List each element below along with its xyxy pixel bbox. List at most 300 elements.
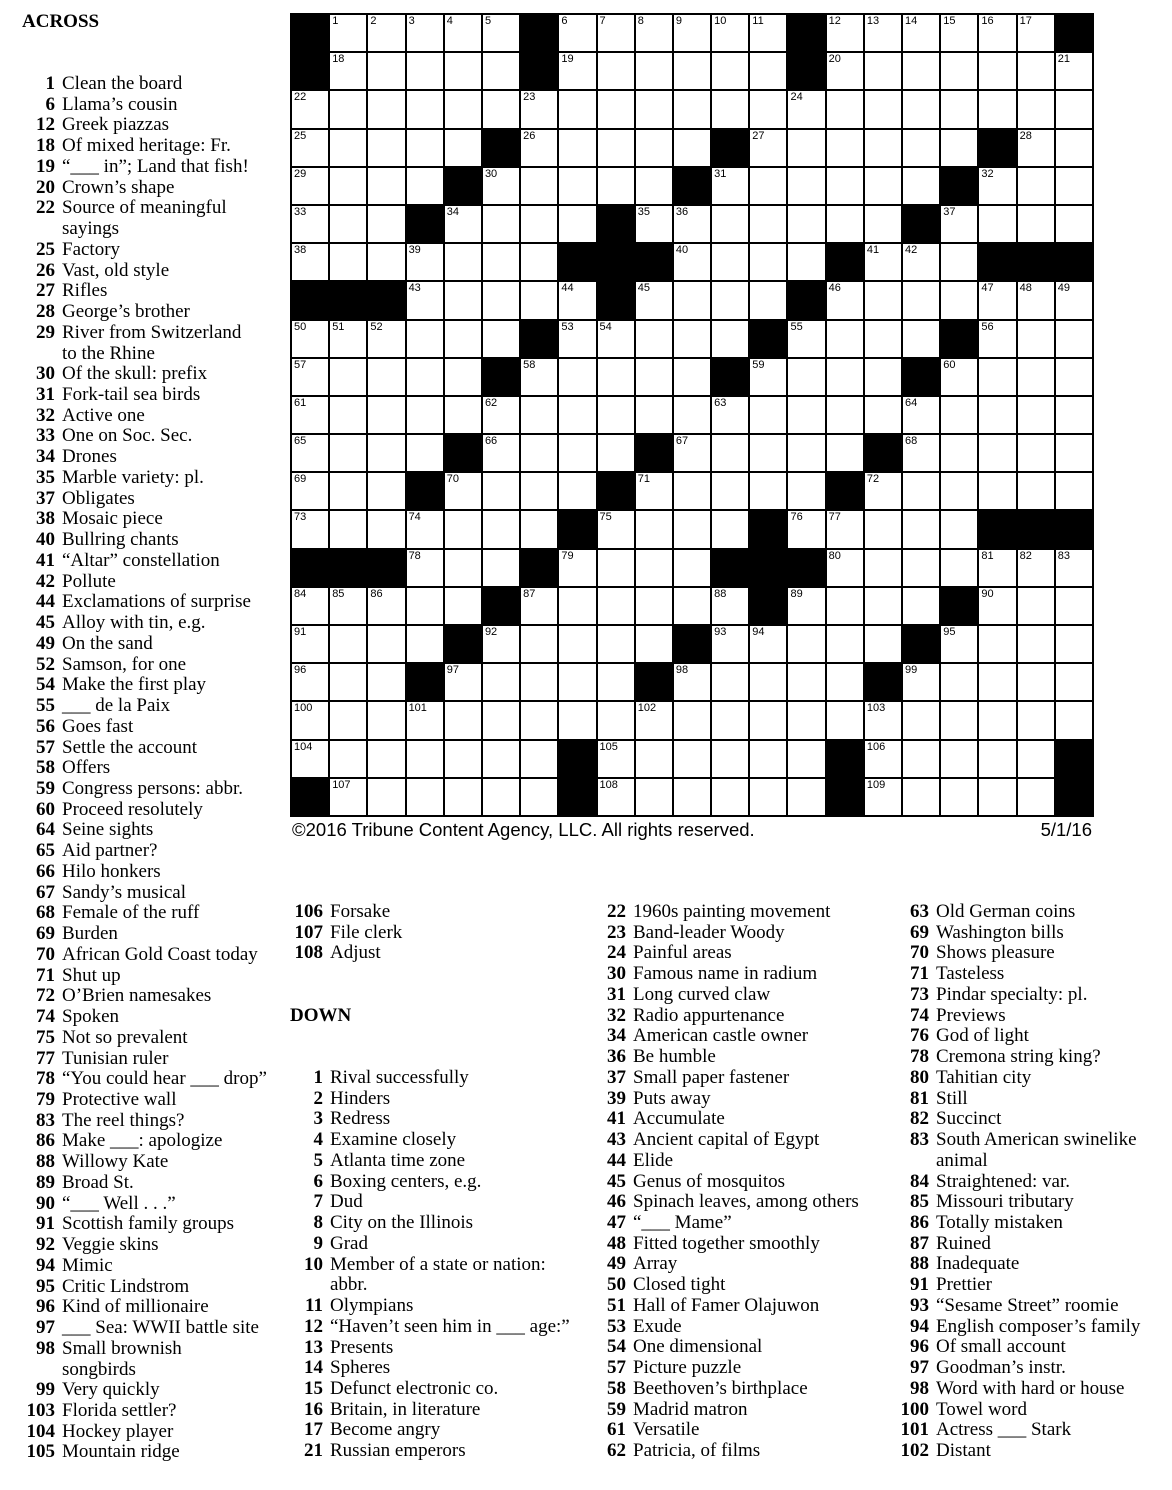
- grid-cell[interactable]: [368, 511, 404, 547]
- grid-cell[interactable]: [674, 511, 710, 547]
- grid-cell[interactable]: [827, 664, 863, 700]
- grid-cell[interactable]: [1056, 53, 1092, 89]
- grid-cell[interactable]: [1018, 53, 1054, 89]
- grid-cell[interactable]: [636, 91, 672, 127]
- grid-cell[interactable]: [598, 702, 634, 738]
- grid-cell[interactable]: [788, 130, 824, 166]
- grid-cell[interactable]: [712, 664, 748, 700]
- grid-cell[interactable]: [292, 741, 328, 777]
- grid-cell[interactable]: [521, 588, 557, 624]
- grid-cell[interactable]: [788, 511, 824, 547]
- grid-cell[interactable]: [368, 741, 404, 777]
- grid-cell[interactable]: [368, 91, 404, 127]
- grid-cell[interactable]: [903, 664, 939, 700]
- grid-cell[interactable]: [445, 359, 481, 395]
- grid-cell[interactable]: [292, 130, 328, 166]
- grid-cell[interactable]: [330, 664, 366, 700]
- grid-cell[interactable]: [368, 473, 404, 509]
- grid-cell[interactable]: [903, 244, 939, 280]
- grid-cell[interactable]: [750, 130, 786, 166]
- grid-cell[interactable]: [979, 664, 1015, 700]
- grid-cell[interactable]: [788, 702, 824, 738]
- grid-cell[interactable]: [1018, 741, 1054, 777]
- grid-cell[interactable]: [407, 244, 443, 280]
- grid-cell[interactable]: [559, 168, 595, 204]
- grid-cell[interactable]: [1056, 91, 1092, 127]
- grid-cell[interactable]: [636, 741, 672, 777]
- grid-cell[interactable]: [598, 91, 634, 127]
- grid-cell[interactable]: [979, 321, 1015, 357]
- grid-cell[interactable]: [1056, 206, 1092, 242]
- grid-cell[interactable]: [674, 91, 710, 127]
- grid-cell[interactable]: [903, 779, 939, 815]
- grid-cell[interactable]: [483, 15, 519, 51]
- grid-cell[interactable]: [788, 779, 824, 815]
- grid-cell[interactable]: [979, 779, 1015, 815]
- grid-cell[interactable]: [827, 130, 863, 166]
- grid-cell[interactable]: [788, 741, 824, 777]
- grid-cell[interactable]: [1018, 15, 1054, 51]
- grid-cell[interactable]: [712, 741, 748, 777]
- grid-cell[interactable]: [598, 359, 634, 395]
- grid-cell[interactable]: [636, 779, 672, 815]
- grid-cell[interactable]: [368, 702, 404, 738]
- grid-cell[interactable]: [407, 130, 443, 166]
- grid-cell[interactable]: [598, 588, 634, 624]
- grid-cell[interactable]: [788, 359, 824, 395]
- grid-cell[interactable]: [330, 626, 366, 662]
- grid-cell[interactable]: [330, 130, 366, 166]
- grid-cell[interactable]: [1018, 664, 1054, 700]
- grid-cell[interactable]: [330, 206, 366, 242]
- grid-cell[interactable]: [330, 511, 366, 547]
- grid-cell[interactable]: [636, 130, 672, 166]
- grid-cell[interactable]: [827, 53, 863, 89]
- grid-cell[interactable]: [445, 53, 481, 89]
- grid-cell[interactable]: [1056, 321, 1092, 357]
- grid-cell[interactable]: [292, 511, 328, 547]
- grid-cell[interactable]: [941, 53, 977, 89]
- grid-cell[interactable]: [521, 435, 557, 471]
- grid-cell[interactable]: [445, 550, 481, 586]
- grid-cell[interactable]: [750, 244, 786, 280]
- grid-cell[interactable]: [521, 397, 557, 433]
- grid-cell[interactable]: [788, 321, 824, 357]
- grid-cell[interactable]: [788, 244, 824, 280]
- grid-cell[interactable]: [483, 550, 519, 586]
- grid-cell[interactable]: [636, 15, 672, 51]
- grid-cell[interactable]: [674, 664, 710, 700]
- grid-cell[interactable]: [979, 626, 1015, 662]
- grid-cell[interactable]: [941, 244, 977, 280]
- grid-cell[interactable]: [750, 359, 786, 395]
- grid-cell[interactable]: [1056, 168, 1092, 204]
- grid-cell[interactable]: [903, 321, 939, 357]
- grid-cell[interactable]: [712, 282, 748, 318]
- grid-cell[interactable]: [559, 626, 595, 662]
- grid-cell[interactable]: [941, 741, 977, 777]
- grid-cell[interactable]: [521, 282, 557, 318]
- grid-cell[interactable]: [903, 588, 939, 624]
- grid-cell[interactable]: [750, 282, 786, 318]
- grid-cell[interactable]: [559, 588, 595, 624]
- grid-cell[interactable]: [636, 473, 672, 509]
- grid-cell[interactable]: [330, 244, 366, 280]
- grid-cell[interactable]: [330, 435, 366, 471]
- grid-cell[interactable]: [368, 664, 404, 700]
- grid-cell[interactable]: [903, 473, 939, 509]
- grid-cell[interactable]: [750, 15, 786, 51]
- grid-cell[interactable]: [483, 664, 519, 700]
- grid-cell[interactable]: [903, 168, 939, 204]
- grid-cell[interactable]: [827, 359, 863, 395]
- grid-cell[interactable]: [330, 741, 366, 777]
- grid-cell[interactable]: [407, 15, 443, 51]
- grid-cell[interactable]: [483, 397, 519, 433]
- grid-cell[interactable]: [979, 473, 1015, 509]
- grid-cell[interactable]: [827, 15, 863, 51]
- grid-cell[interactable]: [445, 130, 481, 166]
- grid-cell[interactable]: [674, 282, 710, 318]
- grid-cell[interactable]: [750, 53, 786, 89]
- grid-cell[interactable]: [865, 321, 901, 357]
- grid-cell[interactable]: [330, 702, 366, 738]
- grid-cell[interactable]: [521, 779, 557, 815]
- grid-cell[interactable]: [827, 588, 863, 624]
- grid-cell[interactable]: [483, 741, 519, 777]
- grid-cell[interactable]: [788, 397, 824, 433]
- grid-cell[interactable]: [292, 168, 328, 204]
- grid-cell[interactable]: [521, 741, 557, 777]
- grid-cell[interactable]: [368, 244, 404, 280]
- grid-cell[interactable]: [559, 206, 595, 242]
- grid-cell[interactable]: [865, 511, 901, 547]
- grid-cell[interactable]: [368, 588, 404, 624]
- grid-cell[interactable]: [407, 741, 443, 777]
- grid-cell[interactable]: [941, 435, 977, 471]
- grid-cell[interactable]: [521, 473, 557, 509]
- grid-cell[interactable]: [674, 244, 710, 280]
- grid-cell[interactable]: [292, 359, 328, 395]
- grid-cell[interactable]: [712, 91, 748, 127]
- grid-cell[interactable]: [636, 168, 672, 204]
- grid-cell[interactable]: [636, 397, 672, 433]
- grid-cell[interactable]: [521, 359, 557, 395]
- grid-cell[interactable]: [445, 588, 481, 624]
- grid-cell[interactable]: [941, 130, 977, 166]
- grid-cell[interactable]: [292, 321, 328, 357]
- grid-cell[interactable]: [445, 702, 481, 738]
- grid-cell[interactable]: [1056, 130, 1092, 166]
- grid-cell[interactable]: [712, 15, 748, 51]
- grid-cell[interactable]: [292, 626, 328, 662]
- grid-cell[interactable]: [674, 53, 710, 89]
- grid-cell[interactable]: [559, 435, 595, 471]
- grid-cell[interactable]: [865, 130, 901, 166]
- grid-cell[interactable]: [368, 321, 404, 357]
- grid-cell[interactable]: [483, 244, 519, 280]
- grid-cell[interactable]: [636, 53, 672, 89]
- grid-cell[interactable]: [636, 626, 672, 662]
- grid-cell[interactable]: [788, 664, 824, 700]
- grid-cell[interactable]: [368, 626, 404, 662]
- grid-cell[interactable]: [445, 321, 481, 357]
- grid-cell[interactable]: [483, 206, 519, 242]
- grid-cell[interactable]: [674, 397, 710, 433]
- grid-cell[interactable]: [559, 15, 595, 51]
- grid-cell[interactable]: [865, 779, 901, 815]
- grid-cell[interactable]: [865, 397, 901, 433]
- grid-cell[interactable]: [979, 741, 1015, 777]
- grid-cell[interactable]: [750, 206, 786, 242]
- grid-cell[interactable]: [979, 588, 1015, 624]
- grid-cell[interactable]: [788, 626, 824, 662]
- grid-cell[interactable]: [559, 282, 595, 318]
- grid-cell[interactable]: [445, 664, 481, 700]
- grid-cell[interactable]: [903, 130, 939, 166]
- grid-cell[interactable]: [712, 511, 748, 547]
- grid-cell[interactable]: [483, 53, 519, 89]
- grid-cell[interactable]: [521, 511, 557, 547]
- grid-cell[interactable]: [407, 588, 443, 624]
- grid-cell[interactable]: [979, 397, 1015, 433]
- grid-cell[interactable]: [1018, 588, 1054, 624]
- grid-cell[interactable]: [559, 91, 595, 127]
- grid-cell[interactable]: [979, 702, 1015, 738]
- grid-cell[interactable]: [407, 435, 443, 471]
- grid-cell[interactable]: [598, 53, 634, 89]
- grid-cell[interactable]: [330, 168, 366, 204]
- grid-cell[interactable]: [827, 206, 863, 242]
- grid-cell[interactable]: [368, 435, 404, 471]
- grid-cell[interactable]: [941, 397, 977, 433]
- grid-cell[interactable]: [788, 206, 824, 242]
- grid-cell[interactable]: [521, 244, 557, 280]
- grid-cell[interactable]: [788, 168, 824, 204]
- grid-cell[interactable]: [674, 550, 710, 586]
- grid-cell[interactable]: [521, 206, 557, 242]
- grid-cell[interactable]: [941, 664, 977, 700]
- grid-cell[interactable]: [368, 15, 404, 51]
- grid-cell[interactable]: [483, 91, 519, 127]
- grid-cell[interactable]: [521, 664, 557, 700]
- grid-cell[interactable]: [712, 53, 748, 89]
- grid-cell[interactable]: [1018, 550, 1054, 586]
- grid-cell[interactable]: [712, 244, 748, 280]
- grid-cell[interactable]: [445, 397, 481, 433]
- grid-cell[interactable]: [1056, 626, 1092, 662]
- grid-cell[interactable]: [559, 473, 595, 509]
- grid-cell[interactable]: [1018, 91, 1054, 127]
- grid-cell[interactable]: [979, 282, 1015, 318]
- grid-cell[interactable]: [1018, 435, 1054, 471]
- grid-cell[interactable]: [636, 321, 672, 357]
- grid-cell[interactable]: [941, 550, 977, 586]
- grid-cell[interactable]: [445, 282, 481, 318]
- grid-cell[interactable]: [445, 779, 481, 815]
- grid-cell[interactable]: [292, 588, 328, 624]
- grid-cell[interactable]: [712, 779, 748, 815]
- grid-cell[interactable]: [941, 359, 977, 395]
- grid-cell[interactable]: [903, 282, 939, 318]
- grid-cell[interactable]: [1056, 359, 1092, 395]
- grid-cell[interactable]: [636, 550, 672, 586]
- grid-cell[interactable]: [750, 397, 786, 433]
- grid-cell[interactable]: [865, 359, 901, 395]
- grid-cell[interactable]: [788, 435, 824, 471]
- grid-cell[interactable]: [598, 321, 634, 357]
- grid-cell[interactable]: [827, 511, 863, 547]
- grid-cell[interactable]: [941, 473, 977, 509]
- grid-cell[interactable]: [598, 741, 634, 777]
- grid-cell[interactable]: [1018, 321, 1054, 357]
- grid-cell[interactable]: [1018, 702, 1054, 738]
- grid-cell[interactable]: [865, 53, 901, 89]
- grid-cell[interactable]: [407, 702, 443, 738]
- grid-cell[interactable]: [292, 435, 328, 471]
- grid-cell[interactable]: [483, 511, 519, 547]
- grid-cell[interactable]: [827, 397, 863, 433]
- grid-cell[interactable]: [483, 168, 519, 204]
- grid-cell[interactable]: [941, 511, 977, 547]
- grid-cell[interactable]: [903, 741, 939, 777]
- grid-cell[interactable]: [330, 91, 366, 127]
- grid-cell[interactable]: [865, 91, 901, 127]
- grid-cell[interactable]: [712, 321, 748, 357]
- grid-cell[interactable]: [941, 702, 977, 738]
- grid-cell[interactable]: [521, 702, 557, 738]
- grid-cell[interactable]: [979, 206, 1015, 242]
- grid-cell[interactable]: [827, 91, 863, 127]
- grid-cell[interactable]: [445, 15, 481, 51]
- grid-cell[interactable]: [559, 550, 595, 586]
- grid-cell[interactable]: [1056, 435, 1092, 471]
- grid-cell[interactable]: [674, 779, 710, 815]
- grid-cell[interactable]: [1056, 664, 1092, 700]
- grid-cell[interactable]: [674, 473, 710, 509]
- grid-cell[interactable]: [445, 91, 481, 127]
- grid-cell[interactable]: [788, 588, 824, 624]
- grid-cell[interactable]: [483, 321, 519, 357]
- grid-cell[interactable]: [292, 91, 328, 127]
- grid-cell[interactable]: [330, 588, 366, 624]
- grid-cell[interactable]: [407, 321, 443, 357]
- grid-cell[interactable]: [521, 91, 557, 127]
- grid-cell[interactable]: [636, 702, 672, 738]
- grid-cell[interactable]: [750, 741, 786, 777]
- grid-cell[interactable]: [865, 206, 901, 242]
- grid-cell[interactable]: [750, 473, 786, 509]
- grid-cell[interactable]: [865, 741, 901, 777]
- grid-cell[interactable]: [1018, 397, 1054, 433]
- grid-cell[interactable]: [483, 473, 519, 509]
- grid-cell[interactable]: [865, 550, 901, 586]
- grid-cell[interactable]: [827, 282, 863, 318]
- grid-cell[interactable]: [979, 168, 1015, 204]
- grid-cell[interactable]: [330, 53, 366, 89]
- grid-cell[interactable]: [827, 435, 863, 471]
- grid-cell[interactable]: [559, 702, 595, 738]
- grid-cell[interactable]: [445, 473, 481, 509]
- grid-cell[interactable]: [292, 206, 328, 242]
- grid-cell[interactable]: [979, 359, 1015, 395]
- grid-cell[interactable]: [712, 473, 748, 509]
- grid-cell[interactable]: [598, 664, 634, 700]
- grid-cell[interactable]: [674, 15, 710, 51]
- grid-cell[interactable]: [1018, 130, 1054, 166]
- grid-cell[interactable]: [1018, 626, 1054, 662]
- grid-cell[interactable]: [674, 321, 710, 357]
- grid-cell[interactable]: [483, 702, 519, 738]
- grid-cell[interactable]: [598, 779, 634, 815]
- grid-cell[interactable]: [941, 626, 977, 662]
- grid-cell[interactable]: [598, 626, 634, 662]
- grid-cell[interactable]: [407, 511, 443, 547]
- grid-cell[interactable]: [445, 741, 481, 777]
- grid-cell[interactable]: [636, 359, 672, 395]
- grid-cell[interactable]: [559, 53, 595, 89]
- grid-cell[interactable]: [865, 626, 901, 662]
- grid-cell[interactable]: [1056, 550, 1092, 586]
- grid-cell[interactable]: [368, 130, 404, 166]
- grid-cell[interactable]: [712, 588, 748, 624]
- grid-cell[interactable]: [1018, 359, 1054, 395]
- grid-cell[interactable]: [292, 397, 328, 433]
- grid-cell[interactable]: [330, 15, 366, 51]
- grid-cell[interactable]: [941, 15, 977, 51]
- grid-cell[interactable]: [330, 359, 366, 395]
- grid-cell[interactable]: [407, 550, 443, 586]
- grid-cell[interactable]: [483, 779, 519, 815]
- grid-cell[interactable]: [674, 206, 710, 242]
- grid-cell[interactable]: [865, 15, 901, 51]
- grid-cell[interactable]: [865, 282, 901, 318]
- grid-cell[interactable]: [941, 91, 977, 127]
- grid-cell[interactable]: [941, 282, 977, 318]
- grid-cell[interactable]: [330, 779, 366, 815]
- grid-cell[interactable]: [827, 626, 863, 662]
- grid-cell[interactable]: [598, 511, 634, 547]
- grid-cell[interactable]: [368, 779, 404, 815]
- grid-cell[interactable]: [598, 130, 634, 166]
- grid-cell[interactable]: [636, 282, 672, 318]
- grid-cell[interactable]: [1018, 779, 1054, 815]
- grid-cell[interactable]: [712, 206, 748, 242]
- grid-cell[interactable]: [483, 282, 519, 318]
- grid-cell[interactable]: [330, 473, 366, 509]
- grid-cell[interactable]: [941, 779, 977, 815]
- grid-cell[interactable]: [445, 511, 481, 547]
- grid-cell[interactable]: [407, 397, 443, 433]
- grid-cell[interactable]: [827, 321, 863, 357]
- grid-cell[interactable]: [407, 168, 443, 204]
- grid-cell[interactable]: [712, 397, 748, 433]
- grid-cell[interactable]: [865, 702, 901, 738]
- grid-cell[interactable]: [559, 359, 595, 395]
- grid-cell[interactable]: [598, 435, 634, 471]
- grid-cell[interactable]: [750, 435, 786, 471]
- grid-cell[interactable]: [483, 626, 519, 662]
- grid-cell[interactable]: [368, 397, 404, 433]
- grid-cell[interactable]: [1056, 282, 1092, 318]
- grid-cell[interactable]: [979, 53, 1015, 89]
- grid-cell[interactable]: [674, 359, 710, 395]
- grid-cell[interactable]: [712, 626, 748, 662]
- grid-cell[interactable]: [330, 321, 366, 357]
- grid-cell[interactable]: [368, 53, 404, 89]
- grid-cell[interactable]: [445, 244, 481, 280]
- grid-cell[interactable]: [903, 397, 939, 433]
